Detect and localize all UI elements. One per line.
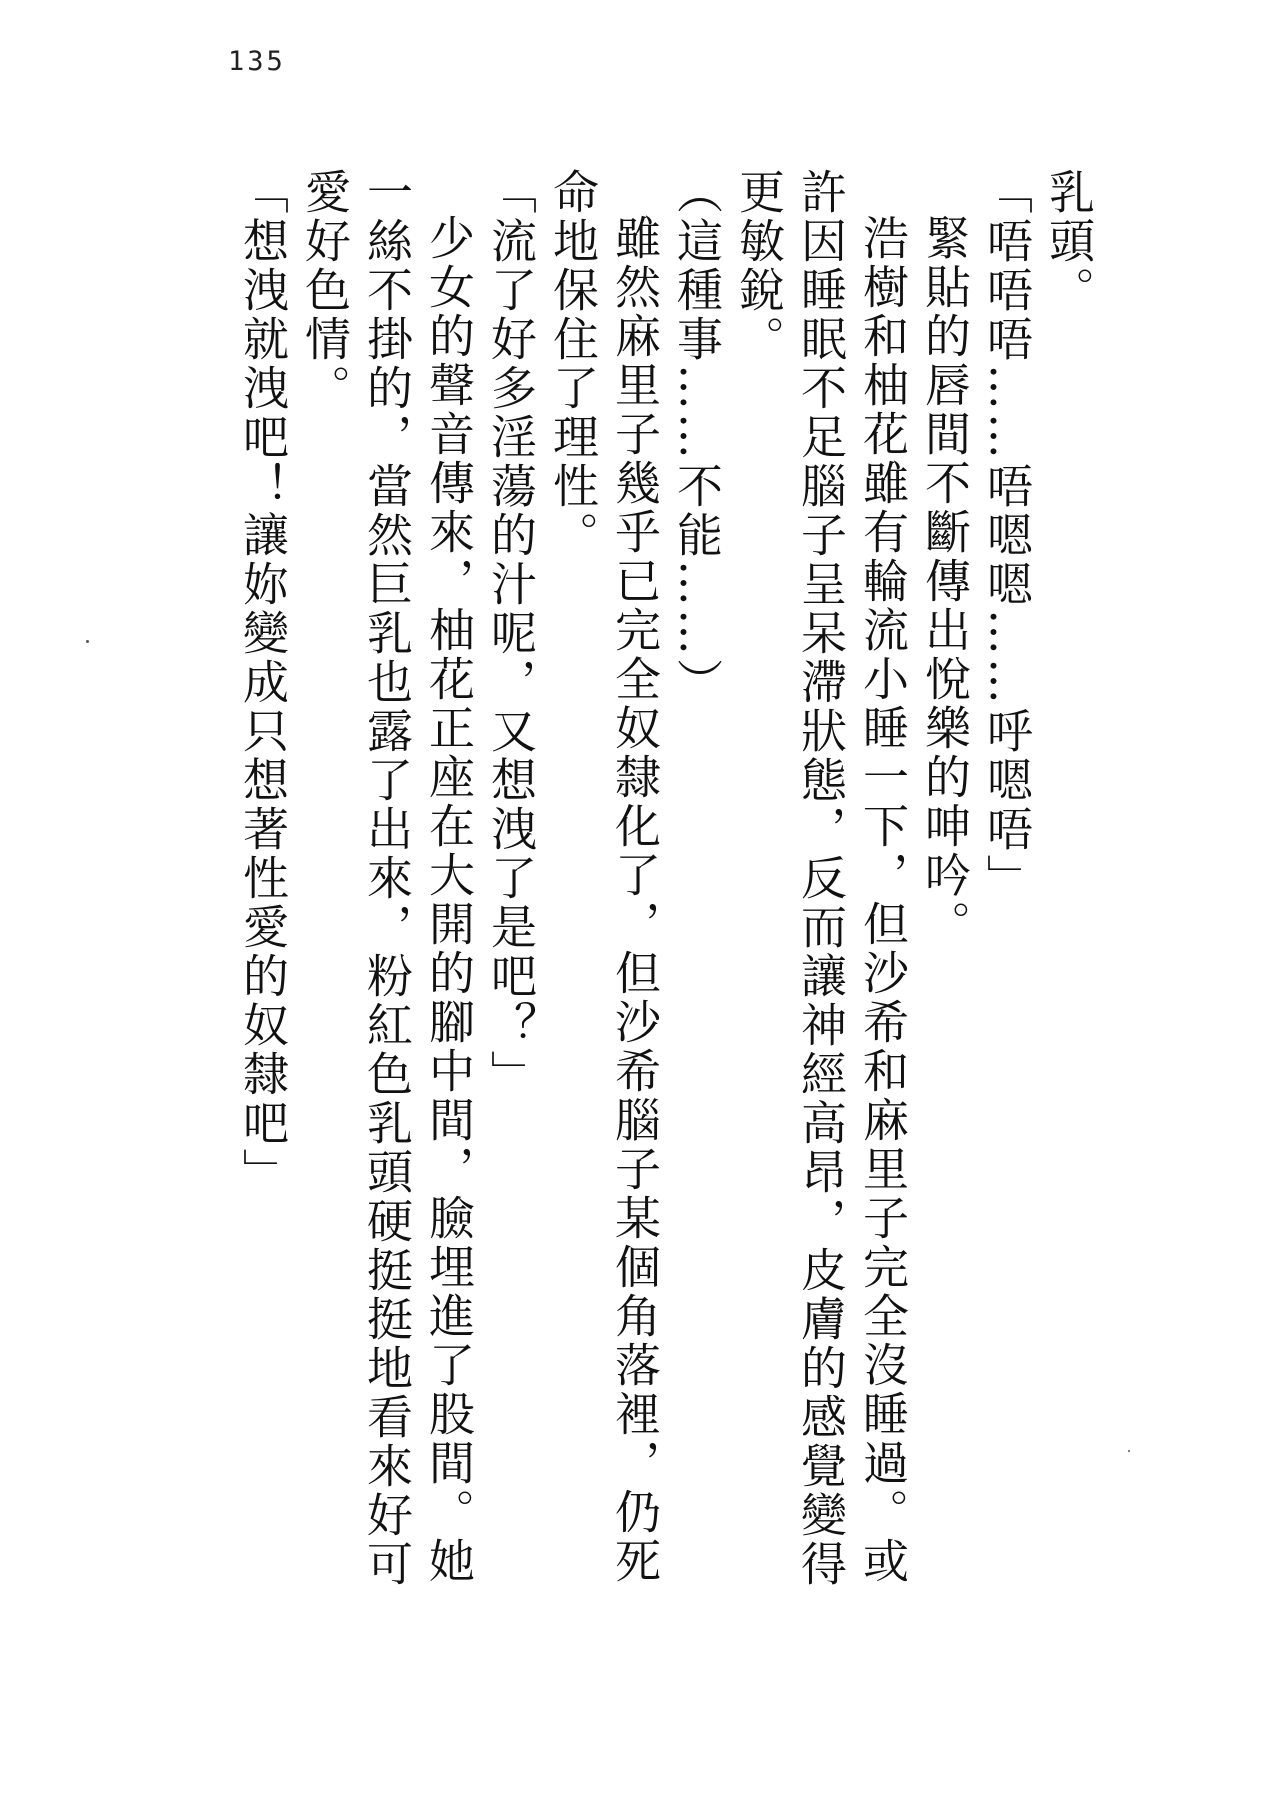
scan-speck	[1128, 1450, 1130, 1452]
text-line: 浩樹和柚花雖有輪流小睡一下，但沙希和麻里子完全沒睡過。或	[856, 214, 910, 1586]
text-line: 少女的聲音傳來，柚花正座在大開的腳中間，臉埋進了股間。她	[422, 214, 476, 1586]
text-line: 命地保住了理性。	[546, 168, 600, 560]
text-line: 一絲不掛的，當然巨乳也露了出來，粉紅色乳頭硬挺挺地看來好可	[360, 168, 414, 1589]
vertical-text-body	[232, 168, 1100, 1608]
text-line: 雖然麻里子幾乎已完全奴隸化了，但沙希腦子某個角落裡，仍死	[608, 214, 662, 1586]
text-line: 許因睡眠不足腦子呈呆滯狀態，反而讓神經高昂，皮膚的感覺變得	[794, 168, 848, 1589]
scan-speck	[86, 640, 89, 643]
text-line-dialogue: 「想洩就洩吧！讓妳變成只想著性愛的奴隸吧」	[236, 168, 290, 1197]
text-line: 愛好色情。	[298, 168, 352, 413]
text-line: 更敏銳。	[732, 168, 786, 364]
text-line: 乳頭。	[1042, 168, 1096, 315]
text-line-thought: （這種事……不能……）	[670, 168, 724, 707]
text-line-dialogue: 「流了好多淫蕩的汁呢，又想洩了是吧？」	[484, 168, 538, 1099]
text-line: 緊貼的唇間不斷傳出悅樂的呻吟。	[918, 214, 972, 949]
text-line-dialogue: 「唔唔唔……唔嗯嗯……呼嗯唔」	[980, 168, 1034, 903]
page-number: 135	[228, 46, 286, 77]
